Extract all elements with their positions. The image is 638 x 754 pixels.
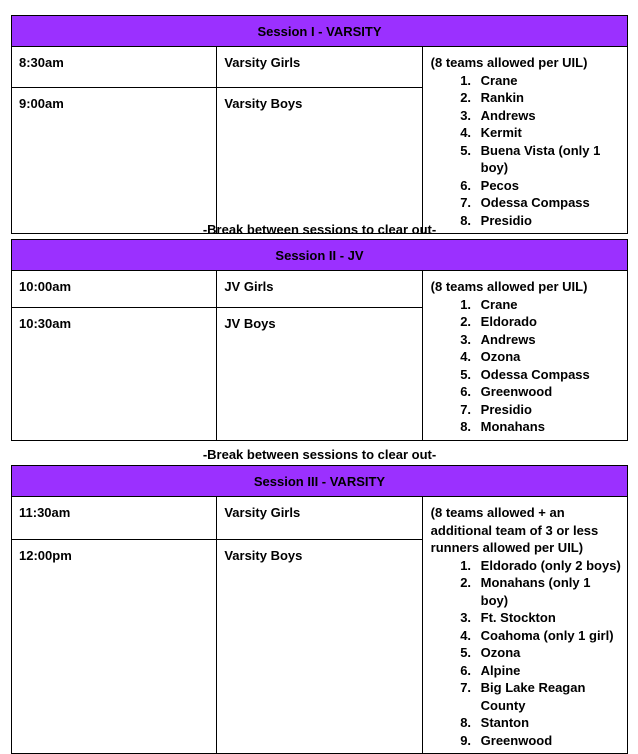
session-1 <box>11 15 628 234</box>
session-3 <box>11 465 628 754</box>
team-item: 4. Coahoma (only 1 girl) <box>475 627 621 645</box>
team-item: 7. Presidio <box>475 401 621 419</box>
session-2-time-1: 10:00am <box>12 271 217 308</box>
session-3-teams <box>422 497 627 754</box>
team-item: 5. Buena Vista (only 1 boy) <box>475 142 621 177</box>
team-item: 8. Monahans <box>475 418 621 436</box>
session-3-title: Session III - VARSITY <box>12 466 628 497</box>
session-3-division-2: Varsity Boys <box>217 539 422 753</box>
session-1-time-1: 8:30am <box>12 47 217 88</box>
session-3-note: (8 teams allowed + an additional team of 3 or less runners allowed per UIL) <box>430 505 599 555</box>
team-item: 2. Eldorado <box>475 313 621 331</box>
team-item: 5. Odessa Compass <box>475 366 621 384</box>
session-2-note: (8 teams allowed per UIL) <box>430 279 588 294</box>
session-2-teams <box>422 271 627 441</box>
session-3-time-2: 12:00pm <box>12 539 217 753</box>
team-item: 8. Presidio <box>475 212 621 230</box>
team-item: 3. Andrews <box>475 331 621 349</box>
session-3-time-1: 11:30am <box>12 497 217 540</box>
session-2-title: Session II - JV <box>12 240 628 271</box>
session-2-division-2: JV Boys <box>217 308 422 440</box>
session-3-table <box>11 465 628 754</box>
team-item: 2. Rankin <box>475 89 621 107</box>
session-1-note: (8 teams allowed per UIL) <box>430 55 588 70</box>
session-2-time-2: 10:30am <box>12 308 217 440</box>
session-1-teams <box>422 47 627 234</box>
team-item: 2. Monahans (only 1 boy) <box>475 574 621 609</box>
team-item: 6. Greenwood <box>475 383 621 401</box>
team-item: 3. Andrews <box>475 107 621 125</box>
session-1-time-2: 9:00am <box>12 88 217 234</box>
session-2-table <box>11 239 628 441</box>
team-item: 1. Crane <box>475 72 621 90</box>
session-3-division-1: Varsity Girls <box>217 497 422 540</box>
team-item: 7. Odessa Compass <box>475 194 621 212</box>
team-item: 1. Eldorado (only 2 boys) <box>475 557 621 575</box>
team-item: 6. Pecos <box>475 177 621 195</box>
team-item: 5. Ozona <box>475 644 621 662</box>
session-1-division-2: Varsity Boys <box>217 88 422 234</box>
team-item: 3. Ft. Stockton <box>475 609 621 627</box>
team-item: 8. Stanton <box>475 714 621 732</box>
team-item: 6. Alpine <box>475 662 621 680</box>
team-item: 9. Greenwood <box>475 732 621 750</box>
session-1-title: Session I - VARSITY <box>12 16 628 47</box>
session-1-division-1: Varsity Girls <box>217 47 422 88</box>
team-item: 1. Crane <box>475 296 621 314</box>
team-item: 7. Big Lake Reagan County <box>475 679 621 714</box>
team-item: 4. Ozona <box>475 348 621 366</box>
session-2-division-1: JV Girls <box>217 271 422 308</box>
break-note-2: -Break between sessions to clear out- <box>202 447 437 462</box>
session-1-table <box>11 15 628 234</box>
session-2 <box>11 239 628 441</box>
team-item: 4. Kermit <box>475 124 621 142</box>
break-note-1: -Break between sessions to clear out- <box>202 222 437 237</box>
